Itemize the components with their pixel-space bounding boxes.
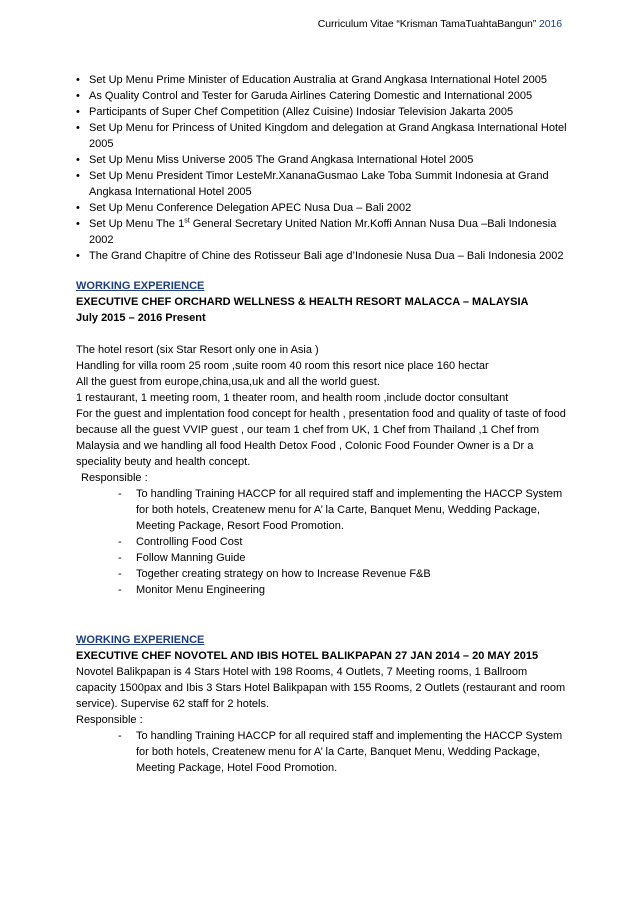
list-item: • Set Up Menu Prime Minister of Education Australia at Grand Angkasa International Hotel 2005 xyxy=(76,72,568,88)
description-line: 1 restaurant, 1 meeting room, 1 theater room, and health room ,include doctor consultant xyxy=(76,392,509,404)
document-body xyxy=(76,72,568,776)
achievements-list xyxy=(76,72,568,264)
list-item: • As Quality Control and Tester for Garuda Airlines Catering Domestic and International 2005 xyxy=(76,88,568,104)
responsible-label: Responsible : xyxy=(81,472,148,484)
list-item: - To handling Training HACCP for all required staff and implementing the HACCP System for both hotels, Createnew menu for A’ la Carte, Banquet Menu, Wedding Package, Meeting Package, Resort Food Promotion. xyxy=(118,486,568,534)
list-item-text: General Secretary United Nation Mr.Koffi Annan Nusa Dua –Bali Indonesia 2002 xyxy=(89,218,557,246)
list-item: - Together creating strategy on how to Increase Revenue F&B xyxy=(118,566,568,582)
list-item: - Controlling Food Cost xyxy=(118,534,568,550)
list-item: • Participants of Super Chef Competition (Allez Cuisine) Indosiar Television Jakarta 2005 xyxy=(76,104,568,120)
duties-list xyxy=(76,486,568,598)
description-line: The hotel resort (six Star Resort only one in Asia ) xyxy=(76,344,319,356)
responsible-label: Responsible : xyxy=(76,714,143,726)
description-line: All the guest from europe,china,usa,uk and all the world guest. xyxy=(76,376,380,388)
header-year: 2016 xyxy=(539,18,562,30)
section-title-working-experience: WORKING EXPERIENCE xyxy=(76,634,205,646)
list-item: • Set Up Menu Miss Universe 2005 The Grand Angkasa International Hotel 2005 xyxy=(76,152,568,168)
page-header xyxy=(318,18,562,30)
cv-title: Curriculum Vitae “Krisman TamaTuahtaBangun” xyxy=(317,18,537,30)
job-period: July 2015 – 2016 Present xyxy=(76,312,206,324)
list-item-text: Set Up Menu The 1 xyxy=(89,218,185,230)
list-item: - To handling Training HACCP for all required staff and implementing the HACCP System for both hotels, Createnew menu for A’ la Carte, Banquet Menu, Wedding Package, Meeting Package, Hotel Food Promotion. xyxy=(118,728,568,776)
list-item: • Set Up Menu Conference Delegation APEC Nusa Dua – Bali 2002 xyxy=(76,200,568,216)
duties-list xyxy=(76,728,568,776)
list-item: - Monitor Menu Engineering xyxy=(118,582,568,598)
description-paragraph: Novotel Balikpapan is 4 Stars Hotel with 198 Rooms, 4 Outlets, 7 Meeting rooms, 1 Ballroom capacity 1500pax and Ibis 3 Stars Hotel Balikpapan with 155 Rooms, 2 Outlets (restaurant and room service). Supervise 62 staff for 2 hotels. xyxy=(76,666,566,710)
list-item: • Set Up Menu for Princess of United Kingdom and delegation at Grand Angkasa International Hotel 2005 xyxy=(76,120,568,152)
list-item: • Set Up Menu President Timor LesteMr.XananaGusmao Lake Toba Summit Indonesia at Grand Angkasa International Hotel 2005 xyxy=(76,168,568,200)
superscript: st xyxy=(184,217,190,225)
list-item xyxy=(76,216,568,248)
job-position: EXECUTIVE CHEF ORCHARD WELLNESS & HEALTH RESORT MALACCA – MALAYSIA xyxy=(76,296,529,308)
job-position: EXECUTIVE CHEF NOVOTEL AND IBIS HOTEL BALIKPAPAN 27 JAN 2014 – 20 MAY 2015 xyxy=(76,650,539,662)
section-title-working-experience: WORKING EXPERIENCE xyxy=(76,280,205,292)
list-item: - Follow Manning Guide xyxy=(118,550,568,566)
description-line: Handling for villa room 25 room ,suite room 40 room this resort nice place 160 hectar xyxy=(76,360,489,372)
description-line: For the guest and implentation food concept for health , presentation food and quality of taste of food because all the guest VVIP guest , our team 1 chef from UK, 1 Chef from Thailand ,1 Chef from Malaysia and we handling all food Health Detox Food , Colonic Food Founder Owner is a Dr a speciality beuty and health concept. xyxy=(76,408,566,468)
list-item: • The Grand Chapitre of Chine des Rotisseur Bali age d’Indonesie Nusa Dua – Bali Indonesia 2002 xyxy=(76,248,568,264)
